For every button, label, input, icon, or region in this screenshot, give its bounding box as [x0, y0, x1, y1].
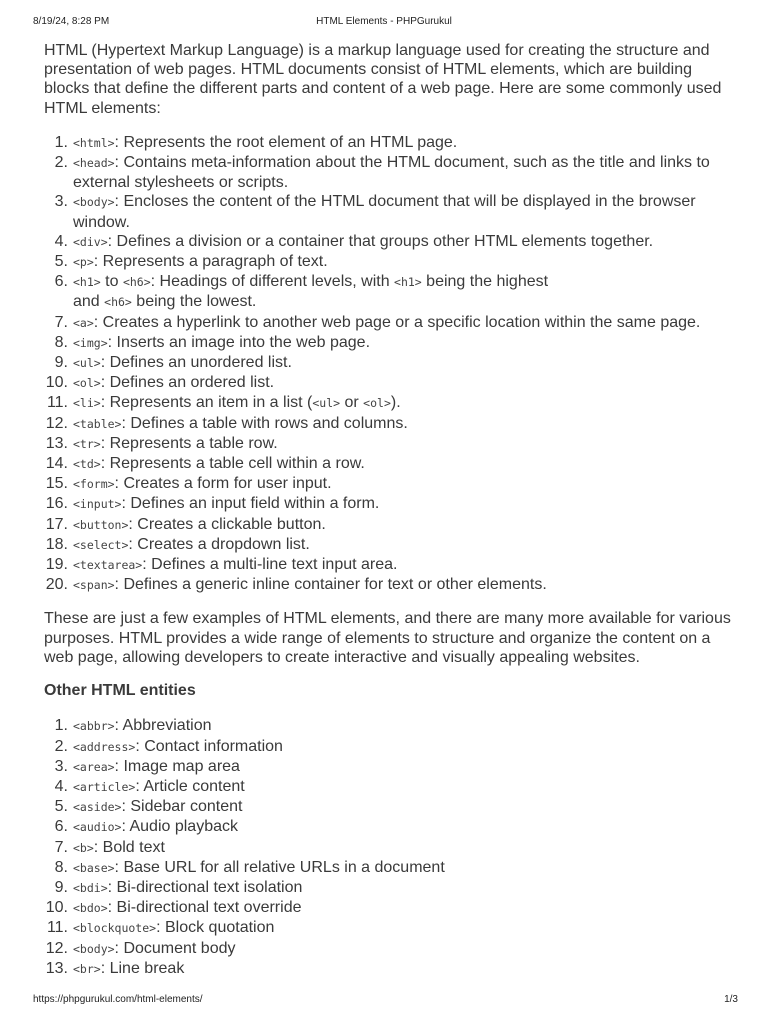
element-tag: <br>	[73, 961, 101, 976]
list-item: 7. <b>: Bold text	[54, 838, 165, 856]
list-item: 14. <td>: Represents a table cell within a row.	[45, 455, 365, 473]
element-tag: <tr>	[73, 436, 101, 451]
page-number: 1/3	[724, 994, 738, 1005]
list-item: 3. <area>: Image map area	[54, 757, 240, 775]
list-item: 7. <a>: Creates a hyperlink to another web page or a specific location within the same page.	[54, 313, 701, 331]
entities-heading: Other HTML entities	[44, 682, 196, 700]
element-tag: <audio>	[73, 820, 122, 835]
list-item: 18. <select>: Creates a dropdown list.	[45, 535, 310, 553]
list-item: 5. <p>: Represents a paragraph of text.	[54, 253, 328, 271]
outro-paragraph: These are just a few examples of HTML elements, and there are many more available for various purposes. HTML provides a wide range of elements to structure and organize the content on a web page, allowing developers to create interactive and visually appealing websites.	[44, 610, 731, 666]
element-tag: <address>	[73, 739, 136, 754]
element-tag: <h6>	[104, 295, 132, 310]
list-item: 13. <br>: Line break	[45, 959, 185, 977]
element-tag: <blockquote>	[73, 921, 157, 936]
list-item: 17. <button>: Creates a clickable button.	[45, 515, 326, 533]
list-item: 11. <li>: Represents an item in a list (<ul> or <ol>).	[46, 394, 401, 412]
element-tag: <textarea>	[73, 558, 143, 573]
article-content	[44, 41, 734, 979]
element-tag: <form>	[73, 477, 115, 492]
list-item: 5. <aside>: Sidebar content	[54, 798, 243, 816]
print-footer	[0, 994, 768, 1008]
element-tag: <ol>	[363, 396, 391, 411]
element-tag: <p>	[73, 255, 94, 270]
list-item: 9. <ul>: Defines an unordered list.	[54, 354, 292, 372]
list-item: 12. <table>: Defines a table with rows and columns.	[45, 414, 408, 432]
element-tag: <span>	[73, 578, 115, 593]
element-tag: <html>	[73, 135, 115, 150]
element-tag: <b>	[73, 840, 94, 855]
list-item: 2. <head>: Contains meta-information about the HTML document, such as the title and links to external stylesheets or scripts.	[54, 154, 710, 192]
element-tag: <button>	[73, 517, 129, 532]
element-tag: <body>	[73, 941, 115, 956]
element-tag: <head>	[73, 156, 115, 171]
element-tag: <area>	[73, 759, 115, 774]
element-tag: <ul>	[73, 356, 101, 371]
intro-paragraph: HTML (Hypertext Markup Language) is a markup language used for creating the structure and presentation of web pages. HTML documents consist of HTML elements, which are building blocks that define the different parts and content of a web page. Here are some commonly used HTML elements:	[44, 42, 722, 117]
list-item: 4. <article>: Article content	[54, 777, 245, 795]
print-page-title: HTML Elements - PHPGurukul	[316, 16, 452, 27]
list-item: 1. <abbr>: Abbreviation	[54, 717, 212, 735]
element-tag: <table>	[73, 416, 122, 431]
list-item: 20. <span>: Defines a generic inline container for text or other elements.	[45, 576, 547, 594]
element-tag: <ul>	[312, 396, 341, 411]
list-item: 8. <base>: Base URL for all relative URLs in a document	[54, 858, 445, 876]
list-item: 10. <ol>: Defines an ordered list.	[45, 374, 275, 392]
element-tag: <abbr>	[73, 719, 115, 734]
element-tag: <body>	[73, 195, 115, 210]
list-item: 3. <body>: Encloses the content of the HTML document that will be displayed in the browser window.	[54, 193, 696, 231]
list-item: 11. <blockquote>: Block quotation	[46, 919, 275, 937]
list-item: 16. <input>: Defines an input field within a form.	[45, 495, 380, 513]
element-tag: <div>	[73, 234, 108, 249]
element-tag: <input>	[73, 497, 122, 512]
print-date: 8/19/24, 8:28 PM	[33, 16, 110, 27]
element-tag: <bdo>	[73, 901, 108, 916]
list-item: 19. <textarea>: Defines a multi-line text input area.	[45, 556, 398, 574]
list-item: 15. <form>: Creates a form for user input.	[45, 475, 332, 493]
list-item: 6. <audio>: Audio playback	[54, 818, 238, 836]
element-tag: <li>	[73, 396, 101, 411]
element-tag: <a>	[73, 315, 94, 330]
print-url[interactable]: https://phpgurukul.com/html-elements/	[33, 994, 203, 1005]
list-item: 2. <address>: Contact information	[54, 737, 283, 755]
element-tag: <bdi>	[73, 880, 108, 895]
list-item: 8. <img>: Inserts an image into the web page.	[54, 333, 371, 351]
element-tag: <img>	[73, 335, 108, 350]
list-item: 1. <html>: Represents the root element of an HTML page.	[54, 133, 458, 151]
list-item: 13. <tr>: Represents a table row.	[45, 434, 278, 452]
list-item: 4. <div>: Defines a division or a container that groups other HTML elements together.	[54, 232, 654, 250]
element-tag: <base>	[73, 860, 115, 875]
list-item: 6. <h1> to <h6>: Headings of different levels, with <h1> being the highest and <h6> being the lowest.	[54, 273, 549, 311]
element-tag: <ol>	[73, 376, 101, 391]
html-entities-list	[44, 716, 734, 979]
list-item: 10. <bdo>: Bi-directional text override	[45, 899, 302, 917]
element-tag: <article>	[73, 779, 136, 794]
element-tag: <h1>	[394, 275, 422, 290]
html-elements-list	[44, 133, 734, 596]
list-item: 12. <body>: Document body	[45, 939, 236, 957]
element-tag: <td>	[73, 457, 101, 472]
element-tag: <aside>	[73, 800, 122, 815]
element-tag: <h1>	[73, 275, 101, 290]
element-tag: <select>	[73, 537, 129, 552]
print-header	[0, 16, 768, 30]
list-item: 9. <bdi>: Bi-directional text isolation	[54, 878, 303, 896]
element-tag: <h6>	[122, 275, 151, 290]
